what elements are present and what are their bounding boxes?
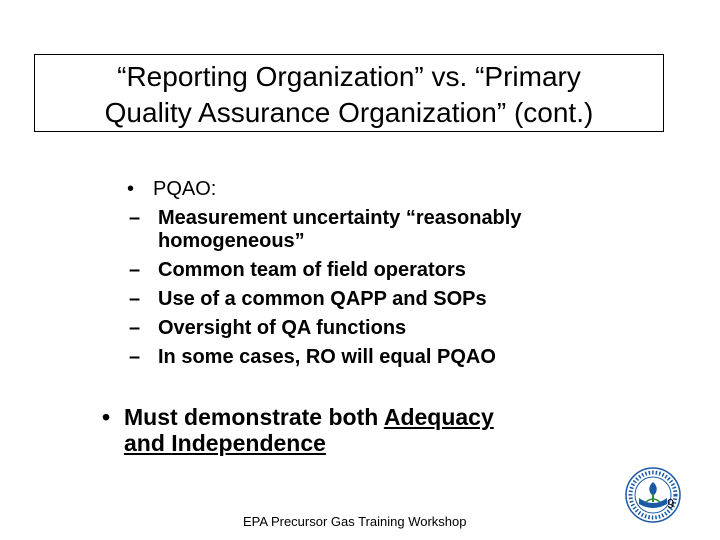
sub-item-2: Common team of field operators: [158, 259, 466, 281]
sub-item-4: Oversight of QA functions: [158, 317, 407, 339]
sub-item-3: Use of a common QAPP and SOPs: [158, 288, 487, 310]
and-independence-text: [124, 430, 326, 457]
pqao-heading: PQAO:: [153, 178, 217, 200]
page-number: 9: [667, 496, 675, 511]
title-line-2: Quality Assurance Organization” (cont.): [104, 97, 594, 128]
independence-word: Independence: [171, 430, 326, 456]
sub-item-1-cont: homogeneous”: [158, 230, 305, 252]
sub-dash: –: [129, 346, 141, 368]
footer-text: EPA Precursor Gas Training Workshop: [243, 514, 467, 529]
title-line-1: “Reporting Organization” vs. “Primary: [117, 61, 581, 92]
bullet-marker: •: [127, 178, 135, 200]
sub-dash: –: [129, 259, 141, 281]
epa-seal-icon: [624, 466, 682, 524]
bullet-marker: •: [102, 404, 111, 430]
adequacy-link: Adequacy: [383, 404, 494, 430]
sub-item-1: Measurement uncertainty “reasonably: [158, 207, 522, 229]
sub-dash: –: [129, 207, 141, 229]
and-word: and: [124, 430, 165, 456]
must-prefix: Must demonstrate both: [124, 404, 384, 430]
must-demonstrate-text: [124, 404, 494, 431]
sub-dash: –: [129, 317, 141, 339]
sub-item-5: In some cases, RO will equal PQAO: [158, 346, 496, 368]
sub-dash: –: [129, 288, 141, 310]
